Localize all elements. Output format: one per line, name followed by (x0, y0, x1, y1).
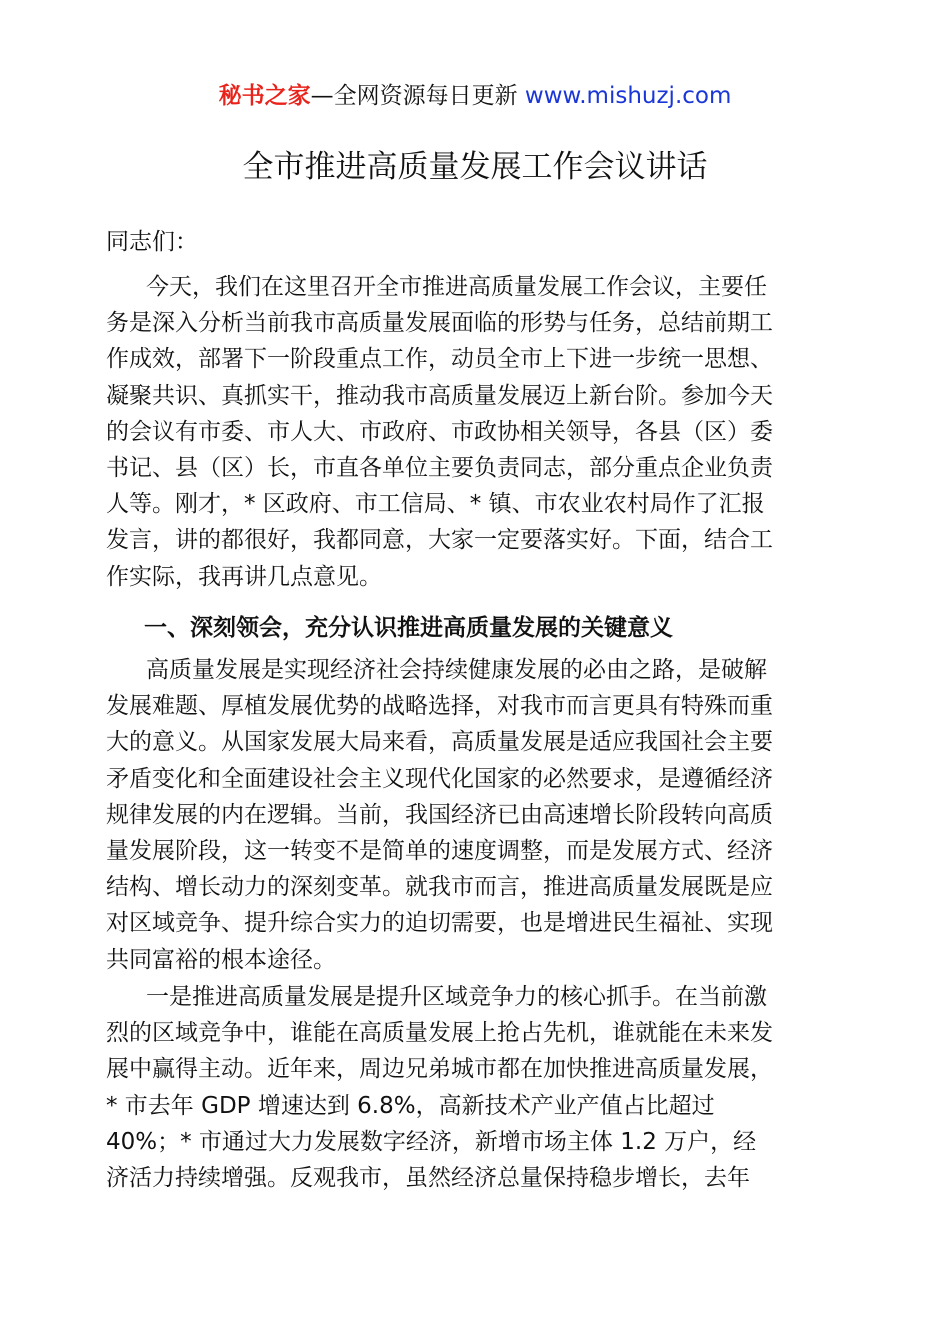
paragraph-line: 规律发展的内在逻辑。当前，我国经济已由高速增长阶段转向高质 (106, 801, 773, 828)
paragraph-line: 书记、县（区）长，市直各单位主要负责同志，部分重点企业负责 (106, 454, 773, 481)
paragraph-line: 作成效，部署下一阶段重点工作，动员全市上下进一步统一思想、 (106, 346, 773, 373)
document-title: 全市推进高质量发展工作会议讲话 (242, 149, 708, 185)
paragraph-significance (106, 652, 851, 978)
paragraph-intro (106, 269, 851, 595)
paragraph-competitiveness (106, 979, 851, 1196)
paragraph-line: 的会议有市委、市人大、市政府、市政协相关领导，各县（区）委 (106, 418, 773, 445)
paragraph-line: 务是深入分析当前我市高质量发展面临的形势与任务，总结前期工 (106, 310, 773, 337)
paragraph-line: 对区域竞争、提升综合实力的迫切需要，也是增进民生福祉、实现 (106, 910, 773, 937)
paragraph-line: 量发展阶段，这一转变不是简单的速度调整，而是发展方式、经济 (106, 837, 773, 864)
paragraph-line: 高质量发展是实现经济社会持续健康发展的必由之路，是破解 (146, 657, 767, 683)
site-brand: 秘书之家 (218, 83, 311, 109)
site-url-link[interactable]: www.mishuzj.com (524, 83, 732, 109)
paragraph-line: 作实际，我再讲几点意见。 (106, 563, 382, 590)
paragraph-line: * 市去年 GDP 增速达到 6.8%，高新技术产业产值占比超过 (106, 1092, 715, 1119)
paragraph-line: 展中赢得主动。近年来，周边兄弟城市都在加快推进高质量发展， (106, 1056, 773, 1083)
paragraph-line: 大的意义。从国家发展大局来看，高质量发展是适应我国社会主要 (106, 729, 773, 756)
paragraph-line: 发言，讲的都很好，我都同意，大家一定要落实好。下面，结合工 (106, 527, 773, 554)
paragraph-line: 40%；* 市通过大力发展数字经济，新增市场主体 1.2 万户，经 (106, 1128, 757, 1155)
paragraph-line: 烈的区域竞争中，谁能在高质量发展上抢占先机，谁就能在未来发 (106, 1020, 773, 1047)
site-tagline: —全网资源每日更新 (310, 83, 525, 109)
paragraph-line: 一是推进高质量发展是提升区域竞争力的核心抓手。在当前激 (146, 984, 767, 1010)
paragraph-line: 共同富裕的根本途径。 (106, 946, 336, 973)
paragraph-line: 结构、增长动力的深刻变革。就我市而言，推进高质量发展既是应 (106, 874, 773, 901)
paragraph-line: 发展难题、厚植发展优势的战略选择，对我市而言更具有特殊而重 (106, 693, 773, 720)
paragraph-line: 济活力持续增强。反观我市，虽然经济总量保持稳步增长，去年 (106, 1164, 750, 1191)
section-heading: 一、深刻领会，充分认识推进高质量发展的关键意义 (144, 615, 673, 641)
paragraph-line: 人等。刚才，* 区政府、市工信局、* 镇、市农业农村局作了汇报 (106, 491, 765, 518)
paragraph-line: 矛盾变化和全面建设社会主义现代化国家的必然要求，是遵循经济 (106, 765, 773, 792)
salutation: 同志们： (106, 229, 198, 255)
paragraph-line: 凝聚共识、真抓实干，推动我市高质量发展迈上新台阶。参加今天 (106, 382, 773, 409)
paragraph-line: 今天，我们在这里召开全市推进高质量发展工作会议，主要任 (146, 274, 767, 300)
site-header (0, 80, 950, 112)
